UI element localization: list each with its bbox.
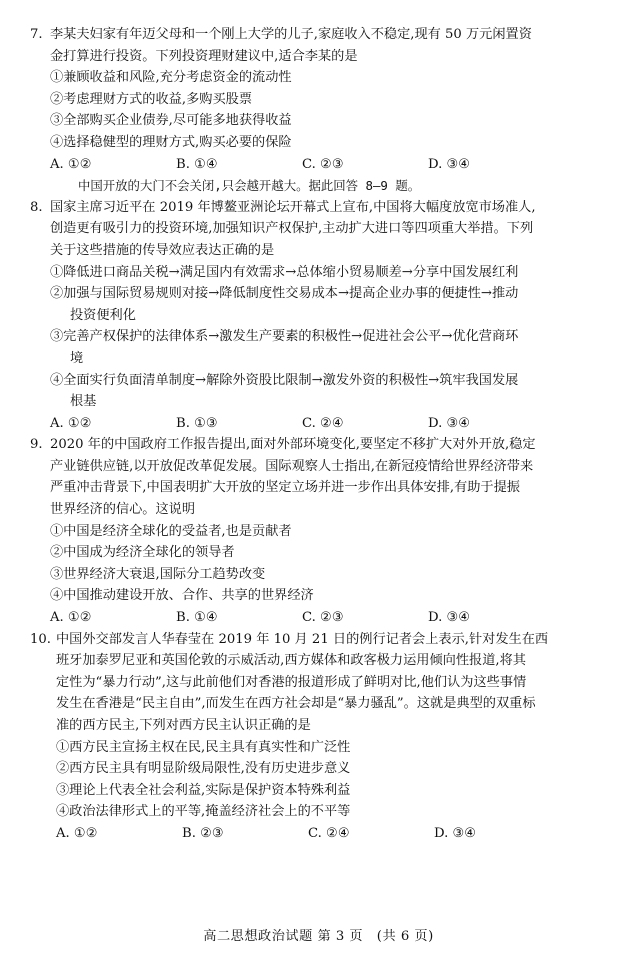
question-stem-line [30,24,611,46]
question-stem-line: 定性为“暴力行动”,这与此前他们对香港的报道形成了鲜明对比,他们认为这些事情 [56,674,527,690]
statement-option: ③理论上代表全社会利益,实际是保护资本特殊利益 [56,782,351,798]
question-stem-line: 严重冲击背景下,中国表明扩大开放的坚定立场并进一步作出具体安排,有助于提振 [50,480,520,496]
question-stem-line: 世界经济的信心。这说明 [50,502,196,518]
statement-option: ②中国成为经济全球化的领导者 [50,545,235,561]
question-stem-line: 准的西方民主,下列对西方民主认识正确的是 [56,718,311,733]
question-number: 7. [30,27,43,42]
question-8 [30,197,611,435]
answer-choice: A. ①② [50,415,92,431]
question-stem-line: 发生在香港是“民主自由”,而发生在西方社会却是“暴力骚乱”。这就是典型的双重标 [56,696,536,712]
question-number: 9. [30,437,43,453]
question-stem-line: 产业链供应链,以开放促改革促发展。国际观察人士指出,在新冠疫情给世界经济带来 [50,458,534,474]
statement-option-continuation: 根基 [70,394,97,410]
answer-choice: C. ②③ [302,610,344,626]
question-10 [30,629,611,845]
statement-option: ②加强与国际贸易规则对接→降低制度性交易成本→提高企业办事的便捷性→推动 [50,286,519,302]
question-stem-line: 关于这些措施的传导效应表达正确的是 [50,242,275,258]
answer-choice: D. ③④ [428,415,471,431]
question-stem-line: 班牙加泰罗尼亚和英国伦敦的示威活动,西方媒体和政客极力运用倾向性报道,将其 [56,653,526,669]
page-footer: 高二思想政治试题 第 3 页 (共 6 页) [203,929,434,944]
statement-option: ①兼顾收益和风险,充分考虑资金的流动性 [50,70,292,86]
statement-option: ①降低进口商品关税→满足国内有效需求→总体缩小贸易顺差→分享中国发展红利 [50,264,519,280]
statement-option: ③完善产权保护的法律体系→激发生产要素的积极性→促进社会公平→优化营商环 [50,329,519,345]
answer-choice: A. ①② [50,610,92,626]
statement-option: ①西方民主宣扬主权在民,民主具有真实性和广泛性 [56,739,351,755]
statement-option: ④选择稳健型的理财方式,购买必要的保险 [50,134,292,150]
answer-choice: B. ①④ [176,156,218,172]
question-stem-line [30,434,611,456]
question-7 [30,24,611,175]
answer-choices [30,823,611,845]
statement-option: ①中国是经济全球化的受益者,也是贡献者 [50,523,292,539]
question-stem-line [30,629,611,651]
answer-choice: B. ②③ [182,825,224,841]
passage-intro: 中国开放的大门不会关闭,只会越开越大。据此回答 8–9 题。 [78,178,421,194]
statement-option: ②西方民主具有明显阶级局限性,没有历史进步意义 [56,761,351,777]
answer-choice: D. ③④ [428,156,471,172]
question-stem-line [30,197,611,219]
answer-choice: B. ①③ [176,415,218,431]
statement-option: ④中国推动建设开放、合作、共享的世界经济 [50,588,314,604]
statement-option: ③全部购买企业债券,尽可能多地获得收益 [50,113,292,129]
question-stem-text: 中国外交部发言人华春莹在 2019 年 10 月 21 日的例行记者会上表示,针对发生在西 [56,631,549,647]
question-stem-line: 金打算进行投资。下列投资理财建议中,适合李某的是 [50,48,358,64]
answer-choice: A. ①② [56,825,98,841]
statement-option: ④政治法律形式上的平等,掩盖经济社会上的不平等 [56,804,351,820]
statement-option-continuation: 境 [70,350,84,366]
answer-choice: C. ②③ [302,156,344,172]
question-stem-text: 李某夫妇家有年迈父母和一个刚上大学的儿子,家庭收入不稳定,现有 50 万元闲置资 [50,27,532,42]
statement-option: ④全面实行负面清单制度→解除外资股比限制→激发外资的积极性→筑牢我国发展 [50,372,519,388]
question-number: 10. [30,631,51,647]
statement-option: ③世界经济大衰退,国际分工趋势改变 [50,566,266,582]
statement-option-continuation: 投资便利化 [70,307,136,323]
answer-choice: A. ①② [50,156,92,172]
answer-choices [30,607,611,629]
answer-choice: B. ①④ [176,610,218,626]
question-stem-line: 创造更有吸引力的投资环境,加强知识产权保护,主动扩大进口等四项重大举措。下列 [50,221,534,237]
answer-choices [30,154,611,176]
answer-choice: C. ②④ [302,415,344,431]
answer-choice: D. ③④ [434,825,477,841]
question-number: 8. [30,199,43,215]
question-9 [30,434,611,628]
question-stem-text: 2020 年的中国政府工作报告提出,面对外部环境变化,要坚定不移扩大对外开放,稳定 [50,437,536,453]
answer-choice: D. ③④ [428,610,471,626]
answer-choice: C. ②④ [308,825,350,841]
statement-option: ②考虑理财方式的收益,多购买股票 [50,91,253,107]
answer-choices [30,413,611,435]
question-stem-text: 国家主席习近平在 2019 年博鳌亚洲论坛开幕式上宣布,中国将大幅度放宽市场准人, [50,199,536,215]
